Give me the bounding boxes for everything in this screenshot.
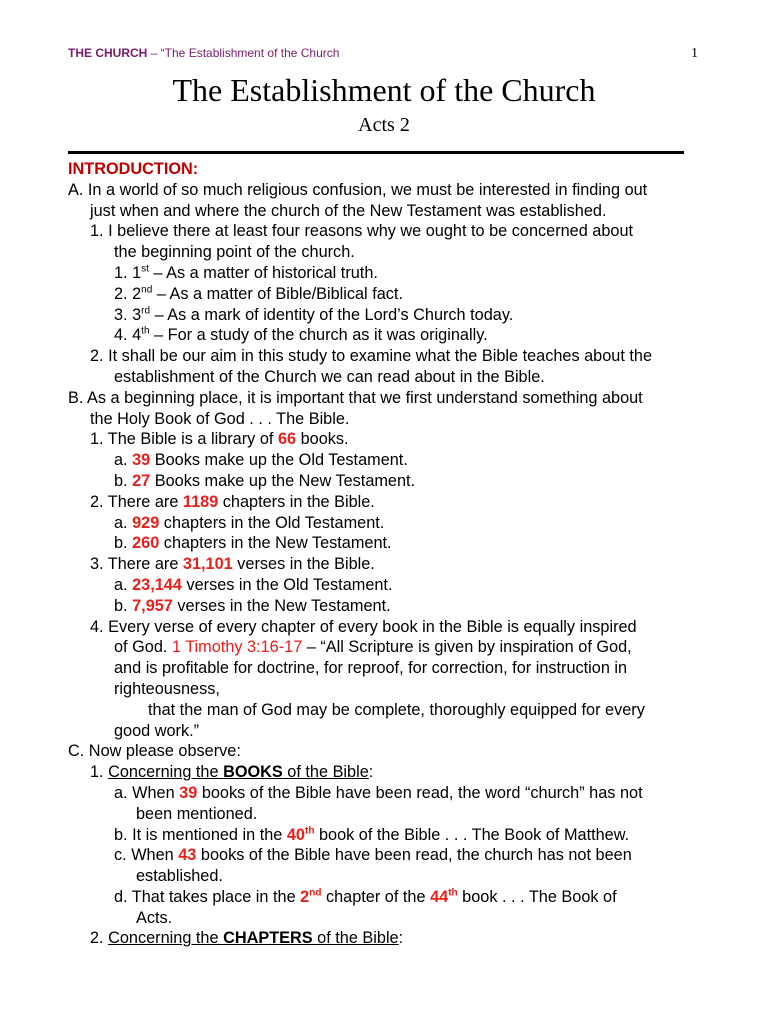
sub-item: a. 39 Books make up the Old Testament. <box>114 451 408 470</box>
reason-item: 4. 4th – For a study of the church as it was originally. <box>114 325 488 345</box>
inspiration-item: 4. Every verse of every chapter of every book in the Bible is equally inspired <box>90 617 637 636</box>
point-a1-line: 1. I believe there at least four reasons why we ought to be concerned about <box>90 222 634 241</box>
sub-item-cont: Acts. <box>136 908 173 927</box>
inspiration-item: of God. 1 Timothy 3:16-17 – “All Scripture is given by inspiration of God, <box>114 638 632 657</box>
sub-item: a. 23,144 verses in the Old Testament. <box>114 575 393 594</box>
sub-item: b. 7,957 verses in the New Testament. <box>114 596 391 615</box>
concerning-books-heading: 1. Concerning the BOOKS of the Bible: <box>90 763 374 782</box>
title-rule <box>68 151 684 154</box>
running-header <box>68 46 339 60</box>
point-a1-line: the beginning point of the church. <box>114 243 355 262</box>
point-a2-line: establishment of the Church we can read about in the Bible. <box>114 367 545 386</box>
point-c-line: C. Now please observe: <box>68 742 241 761</box>
bible-books-item: 1. The Bible is a library of 66 books. <box>90 430 349 449</box>
inspiration-item: righteousness, <box>114 679 220 698</box>
scripture-reference: 1 Timothy 3:16-17 <box>171 638 303 657</box>
document-body <box>68 159 708 949</box>
document-subtitle: Acts 2 <box>358 114 410 136</box>
inspiration-item: that the man of God may be complete, thoroughly equipped for every <box>148 700 645 719</box>
header-bold: THE CHURCH <box>68 46 148 60</box>
sub-item: c. When 43 books of the Bible have been read, the church has not been <box>114 846 632 865</box>
point-b-line: the Holy Book of God . . . The Bible. <box>90 409 350 428</box>
reason-item: 2. 2nd – As a matter of Bible/Biblical fact. <box>114 284 403 303</box>
header-rest: – “The Establishment of the Church <box>147 46 340 60</box>
point-a-line: just when and where the church of the New Testament was established. <box>90 201 607 220</box>
point-a-line: A. In a world of so much religious confusion, we must be interested in finding out <box>68 180 648 199</box>
sub-item: a. 929 chapters in the Old Testament. <box>114 513 385 532</box>
page-number: 1 <box>691 46 698 61</box>
inspiration-item: good work.” <box>114 721 200 740</box>
point-b-line: B. As a beginning place, it is important that we first understand something about <box>68 388 643 407</box>
sub-item-cont: been mentioned. <box>136 804 258 823</box>
sub-item: d. That takes place in the 2nd chapter of the 44th book . . . The Book of <box>114 887 617 906</box>
sub-item: b. 260 chapters in the New Testament. <box>114 534 392 553</box>
sub-item: b. It is mentioned in the 40th book of the Bible . . . The Book of Matthew. <box>114 825 630 844</box>
bible-chapters-item: 2. There are 1189 chapters in the Bible. <box>90 492 375 511</box>
intro-heading: INTRODUCTION: <box>68 160 199 178</box>
reason-item: 1. 1st – As a matter of historical truth. <box>114 263 378 282</box>
inspiration-item: and is profitable for doctrine, for reproof, for correction, for instruction in <box>114 659 628 678</box>
sub-item: b. 27 Books make up the New Testament. <box>114 471 416 490</box>
bible-verses-item: 3. There are 31,101 verses in the Bible. <box>90 555 375 574</box>
sub-item: a. When 39 books of the Bible have been read, the word “church” has not <box>114 783 643 802</box>
concerning-chapters-heading: 2. Concerning the CHAPTERS of the Bible: <box>90 929 404 948</box>
document-title: The Establishment of the Church <box>172 72 596 108</box>
point-a2-line: 2. It shall be our aim in this study to examine what the Bible teaches about the <box>90 347 653 366</box>
sub-item-cont: established. <box>136 867 223 886</box>
reason-item: 3. 3rd – As a mark of identity of the Lord’s Church today. <box>114 305 514 324</box>
